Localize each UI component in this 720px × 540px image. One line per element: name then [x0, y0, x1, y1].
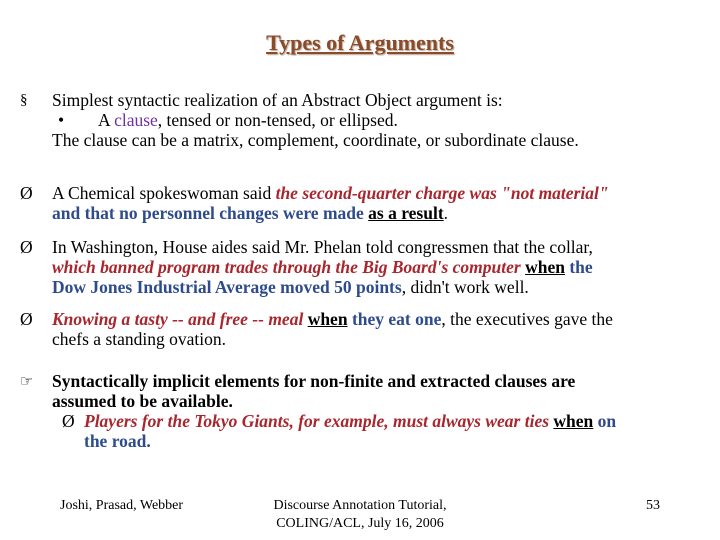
ex1-connective: as a result: [368, 203, 444, 223]
intro-line3: The clause can be a matrix, complement, coordinate, or subordinate clause.: [52, 130, 579, 150]
implicit-line1: Syntactically implicit elements for non-finite and extracted clauses are: [52, 371, 576, 391]
example-3: [20, 309, 710, 349]
implicit-arg2-start: on: [593, 411, 617, 431]
implicit-line2: assumed to be available.: [52, 391, 233, 411]
ex3-text: , the executives gave the: [441, 309, 613, 329]
footer-authors: Joshi, Prasad, Webber: [60, 498, 184, 513]
arrow-bullet-icon: Ø: [20, 309, 33, 329]
footer-event-line2: COLING/ACL, July 16, 2006: [276, 516, 444, 531]
implicit-arg1: Players for the Tokyo Giants, for example, must always wear ties: [84, 411, 550, 431]
intro-block: [20, 90, 710, 150]
example-1: Ø A Chemical spokeswoman said the second-quarter charge was "not material" and that no personnel changes were made as a result.: [20, 183, 609, 223]
ex2-arg2-start: the: [564, 257, 593, 277]
footer-event: [230, 497, 490, 533]
implicit-block: [20, 371, 710, 451]
ex3-arg1: Knowing a tasty -- and free -- meal: [52, 309, 304, 329]
ex1-arg1: the second-quarter charge was "not material": [275, 183, 609, 203]
ex3-connective: when: [307, 309, 348, 329]
intro-line: Simplest syntactic realization of an Abstract Object argument is:: [52, 90, 503, 110]
square-bullet-icon: §: [20, 92, 28, 108]
dot-bullet-icon: •: [58, 110, 65, 130]
ex2-text: In Washington, House aides said Mr. Phelan told congressmen that the collar,: [52, 237, 593, 257]
arrow-bullet-icon: Ø: [20, 183, 33, 203]
pointing-hand-icon: ☞: [20, 372, 34, 390]
ex1-arg2: and that no personnel changes were made: [52, 203, 364, 223]
ex2-connective: when: [525, 257, 565, 277]
example-2: Ø In Washington, House aides said Mr. Phelan told congressmen that the collar, which banned program trades through the Big Board's computer when the Dow Jones Industrial Average moved 50 points, didn't work well.: [20, 237, 710, 297]
implicit-connective: when: [553, 411, 594, 431]
ex1-text: A Chemical spokeswoman said: [52, 183, 276, 203]
ex3-text-cont: chefs a standing ovation.: [52, 329, 226, 349]
page-number: 53: [646, 498, 660, 513]
slide-title: Types of Arguments: [266, 30, 454, 55]
implicit-arg2: the road.: [84, 431, 151, 451]
arrow-bullet-icon: Ø: [62, 411, 75, 431]
intro-line2-end: , tensed or non-tensed, or ellipsed.: [157, 110, 398, 130]
arrow-bullet-icon: Ø: [20, 237, 33, 257]
intro-subbullet: [20, 110, 710, 130]
footer-event-line1: Discourse Annotation Tutorial,: [273, 498, 447, 513]
ex2-arg1: which banned program trades through the Big Board's computer: [52, 257, 521, 277]
ex2-arg2: Dow Jones Industrial Average moved 50 points: [52, 277, 402, 297]
intro-line2-start: A: [98, 110, 115, 130]
ex3-arg2: they eat one: [347, 309, 442, 329]
clause-highlight: clause: [114, 110, 158, 130]
